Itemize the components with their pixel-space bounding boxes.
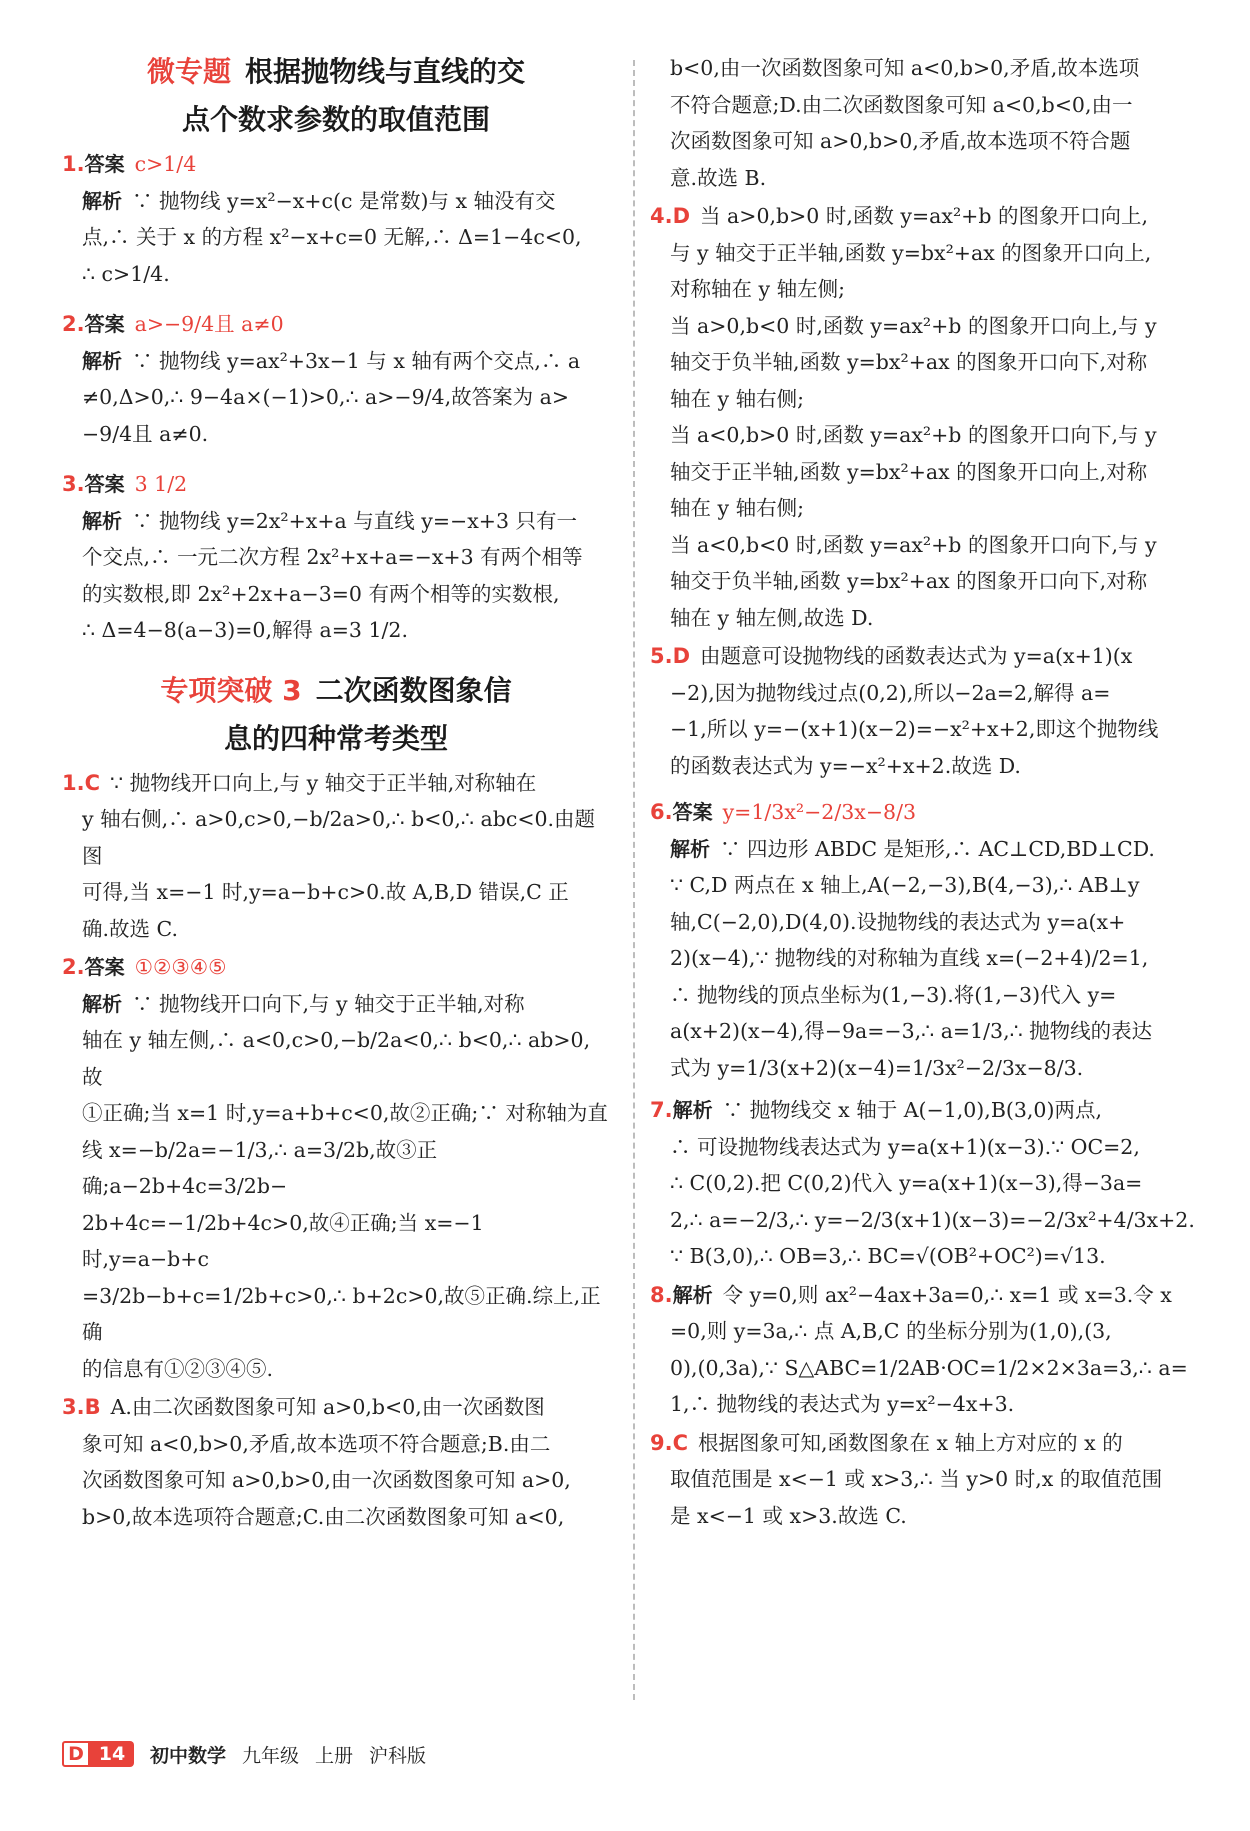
s2-question-4: 4.D 当 a>0,b>0 时,函数 y=ax²+b 的图象开口向上, 与 y 轴交于正半轴,函数 y=bx²+ax 的图象开口向上, 对称轴在 y 轴左侧; 当 a>0,b<0 时,函数 y=ax²+b 的图象开口向上,与 y 轴交于负半轴,函数 y=bx²+ax 的图象开口向下,对称 轴在 y 轴右侧; 当 a<0,b>0 时,函数 y=ax²+b 的图象开口向下,与 y 轴交于正半轴,函数 y=bx²+ax 的图象开口向上,对称 轴在 y 轴右侧; 当 a<0,b<0 时,函数 y=ax²+b 的图象开口向下,与 y 轴交于负半轴,函数 y=bx²+ax 的图象开口向下,对称 轴在 y 轴左侧,故选 D. xyxy=(650,204,1157,630)
s2-question-2: 2.答案 ①②③④⑤ 解析 ∵ 抛物线开口向下,与 y 轴交于正半轴,对称 轴在 y 轴左侧,∴ a<0,c>0,−b/2a<0,∴ b<0,∴ ab>0,故 ①正确;当 x=1 时,y=a+b+c<0,故②正确;∵ 对称轴为直 线 x=−b/2a=−1/3,∴ a=3/2b,故③正确;a−2b+4c=3/2b− 2b+4c=−1/2b+4c>0,故④正确;当 x=−1 时,y=a−b+c =3/2b−b+c=1/2b+c>0,∴ b+2c>0,故⑤正确.综上,正确 的信息有①②③④⑤. xyxy=(62,955,608,1381)
answer: a>−9/4且 a≠0 xyxy=(134,312,284,336)
s2-question-7: 7.解析 ∵ 抛物线交 x 轴于 A(−1,0),B(3,0)两点, ∴ 可设抛物线表达式为 y=a(x+1)(x−3).∵ OC=2, ∴ C(0,2).把 C(0,2)代入 y=a(x+1)(x−3),得−3a= 2,∴ a=−2/3,∴ y=−2/3(x+1)(x−3)=−2/3x²+4/3x+2. ∵ B(3,0),∴ OB=3,∴ BC=√(OB²+OC²)=√13. xyxy=(650,1098,1195,1268)
answer: c>1/4 xyxy=(134,152,197,176)
question-1: 1.答案 c>1/4 解析 ∵ 抛物线 y=x²−x+c(c 是常数)与 x 轴没有交 点,∴ 关于 x 的方程 x²−x+c=0 无解,∴ Δ=1−4c<0, ∴ c>1/4. xyxy=(62,152,582,286)
answer: y=1/3x²−2/3x−8/3 xyxy=(722,800,917,824)
question-3: 3.答案 3 1/2 解析 ∵ 抛物线 y=2x²+x+a 与直线 y=−x+3 只有一 个交点,∴ 一元二次方程 2x²+x+a=−x+3 有两个相等 的实数根,即 2x²+2x+a−3=0 有两个相等的实数根, ∴ Δ=4−8(a−3)=0,解得 a=3 1/2. xyxy=(62,472,583,642)
s2-question-3: 3.B A.由二次函数图象可知 a>0,b<0,由一次函数图 象可知 a<0,b>0,矛盾,故本选项不符合题意;B.由二 次函数图象可知 a>0,b>0,由一次函数图象可知 a>0, b>0,故本选项符合题意;C.由二次函数图象可知 a<0, xyxy=(62,1395,571,1529)
section-tag: 专项突破 3 xyxy=(160,673,302,707)
left-column xyxy=(62,48,610,1537)
section-title-1: 微专题 根据抛物线与直线的交 点个数求参数的取值范围 xyxy=(146,55,526,136)
column-divider xyxy=(633,60,635,1700)
section-title-2: 专项突破 3 二次函数图象信 息的四种常考类型 xyxy=(160,673,512,755)
answer: ①②③④⑤ xyxy=(134,955,227,979)
footer-volume: 上册 xyxy=(315,1744,354,1767)
s2-question-5: 5.D 由题意可设抛物线的函数表达式为 y=a(x+1)(x −2),因为抛物线过点(0,2),所以−2a=2,解得 a= −1,所以 y=−(x+1)(x−2)=−x²+x+2,即这个抛物线 的函数表达式为 y=−x²+x+2.故选 D. xyxy=(650,644,1159,778)
page-footer xyxy=(62,1740,426,1768)
s2-question-3-continued: b<0,由一次函数图象可知 a<0,b>0,矛盾,故本选项 不符合题意;D.由二次函数图象可知 a<0,b<0,由一 次函数图象可知 a>0,b>0,矛盾,故本选项不符合题 意.故选 B. xyxy=(670,56,1140,190)
s2-question-8: 8.解析 令 y=0,则 ax²−4ax+3a=0,∴ x=1 或 x=3.令 x =0,则 y=3a,∴ 点 A,B,C 的坐标分别为(1,0),(3, 0),(0,3a),∵ S△ABC=1/2AB·OC=1/2×2×3a=3,∴ a= 1,∴ 抛物线的表达式为 y=x²−4x+3. xyxy=(650,1282,1188,1416)
footer-edition: 沪科版 xyxy=(369,1744,427,1767)
s2-question-9: 9.C 根据图象可知,函数图象在 x 轴上方对应的 x 的 取值范围是 x<−1 或 x>3,∴ 当 y>0 时,x 的取值范围 是 x<−1 或 x>3.故选 C. xyxy=(650,1430,1163,1528)
s2-question-1: 1.C ∵ 抛物线开口向上,与 y 轴交于正半轴,对称轴在 y 轴右侧,∴ a>0,c>0,−b/2a>0,∴ b<0,∴ abc<0.由题图 可得,当 x=−1 时,y=a−b+c>0.故 A,B,D 错误,C 正 确.故选 C. xyxy=(62,770,596,941)
footer-subject: 初中数学 xyxy=(150,1744,227,1767)
page-number: 14 xyxy=(90,1741,134,1767)
page-letter: D xyxy=(62,1741,90,1767)
footer-grade: 九年级 xyxy=(242,1744,300,1767)
section-tag: 微专题 xyxy=(146,55,231,88)
answer: 3 1/2 xyxy=(134,472,188,496)
question-2: 2.答案 a>−9/4且 a≠0 解析 ∵ 抛物线 y=ax²+3x−1 与 x 轴有两个交点,∴ a ≠0,Δ>0,∴ 9−4a×(−1)>0,∴ a>−9/4,故答案为 a> −9/4且 a≠0. xyxy=(62,312,581,446)
right-column xyxy=(650,48,1198,1536)
s2-question-6: 6.答案 y=1/3x²−2/3x−8/3 解析 ∵ 四边形 ABDC 是矩形,∴ AC⊥CD,BD⊥CD. ∵ C,D 两点在 x 轴上,A(−2,−3),B(4,−3),∴ AB⊥y 轴,C(−2,0),D(4,0).设抛物线的表达式为 y=a(x+ 2)(x−4),∵ 抛物线的对称轴为直线 x=(−2+4)/2=1, ∴ 抛物线的顶点坐标为(1,−3).将(1,−3)代入 y= a(x+2)(x−4),得−9a=−3,∴ a=1/3,∴ 抛物线的表达 式为 y=1/3(x+2)(x−4)=1/3x²−2/3x−8/3. xyxy=(650,800,1155,1080)
